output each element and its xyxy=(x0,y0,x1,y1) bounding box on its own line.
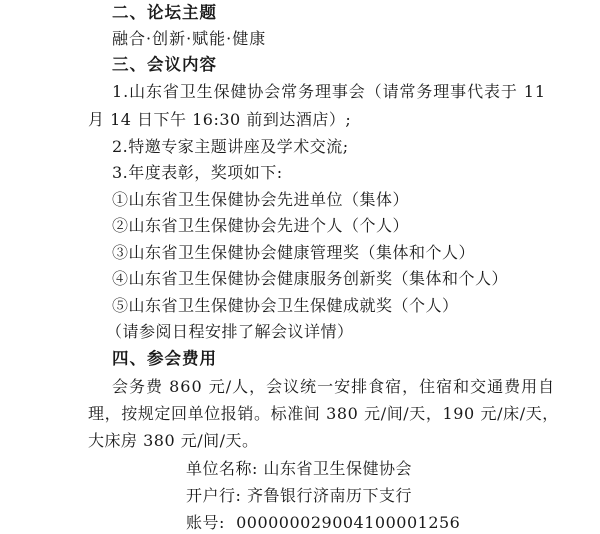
award-item-1: ①山东省卫生保健协会先进单位（集体） xyxy=(112,190,410,209)
bank-label: 开户行: xyxy=(186,486,242,505)
account-name-value: 山东省卫生保健协会 xyxy=(263,459,413,478)
fee-line-2: 理，按规定回单位报销。标准间 380 元/间/天，190 元/床/天， xyxy=(88,404,559,423)
fee-line-3: 大床房 380 元/间/天。 xyxy=(88,431,259,450)
forum-theme: 融合·创新·赋能·健康 xyxy=(112,29,267,48)
section4-heading: 四、参会费用 xyxy=(112,349,217,368)
section2-heading: 二、论坛主题 xyxy=(112,3,217,22)
account-number-value: 000000029004100001256 xyxy=(236,513,461,532)
fee-line-1: 会务费 860 元/人，会议统一安排食宿，住宿和交通费用自 xyxy=(112,377,556,396)
account-number-label: 账号: xyxy=(186,513,225,532)
bank-value: 齐鲁银行济南历下支行 xyxy=(247,486,413,505)
section3-heading: 三、会议内容 xyxy=(112,55,217,74)
account-name-label: 单位名称: xyxy=(186,459,258,478)
agenda-item-1-line1: 1.山东省卫生保健协会常务理事会（请常务理事代表于 11 xyxy=(112,82,546,101)
account-name-row xyxy=(186,458,412,480)
agenda-item-3: 3.年度表彰，奖项如下: xyxy=(112,163,283,182)
agenda-item-2: 2.特邀专家主题讲座及学术交流; xyxy=(112,137,349,156)
agenda-item-1-line2: 月 14 日下午 16:30 前到达酒店）; xyxy=(88,110,352,129)
award-item-5: ⑤山东省卫生保健协会卫生保健成就奖（个人） xyxy=(112,296,459,315)
award-item-2: ②山东省卫生保健协会先进个人（个人） xyxy=(112,216,410,235)
award-item-3: ③山东省卫生保健协会健康管理奖（集体和个人） xyxy=(112,243,476,262)
award-item-4: ④山东省卫生保健协会健康服务创新奖（集体和个人） xyxy=(112,269,509,288)
account-number-row xyxy=(186,512,460,534)
bank-row xyxy=(186,485,412,507)
agenda-note: （请参阅日程安排了解会议详情） xyxy=(106,322,354,341)
